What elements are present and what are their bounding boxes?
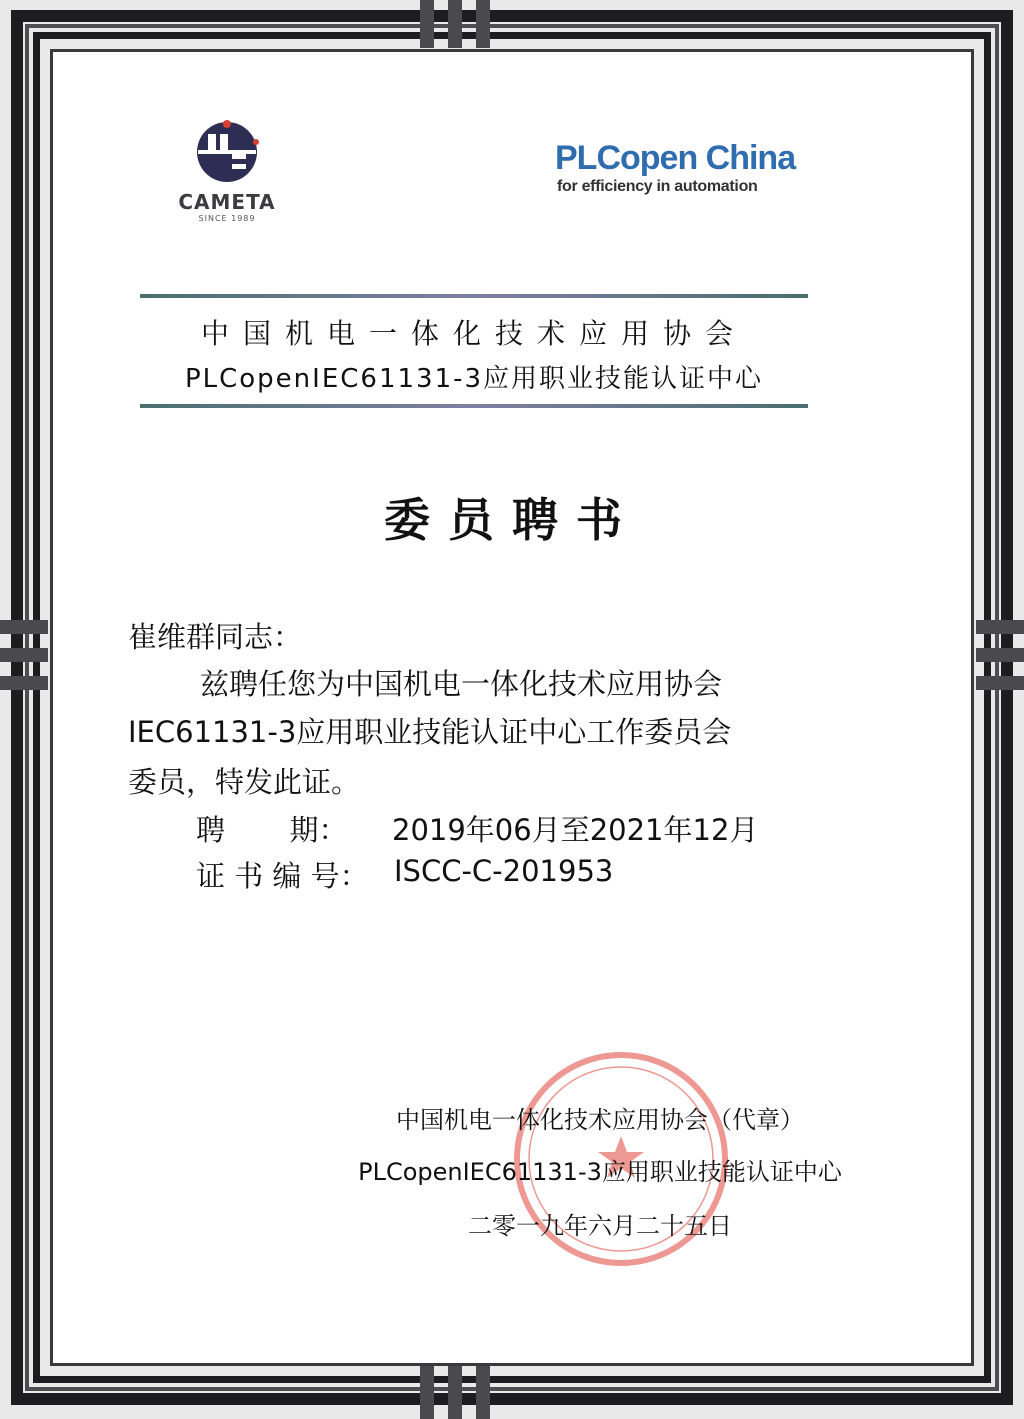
right-ornament: [976, 620, 1024, 690]
signature-date: 二零一九年六月二十五日: [468, 1212, 732, 1240]
certificate-title: 委员聘书: [384, 493, 640, 547]
signature-org: 中国机电一体化技术应用协会（代章）: [396, 1106, 804, 1134]
cert-number-label: 证 书 编 号：: [196, 859, 369, 893]
header-center-line: PLCopenIEC61131-3应用职业技能认证中心: [184, 364, 764, 394]
plcopen-logo-tagline: for efficiency in automation: [557, 178, 758, 195]
cert-number-value: ISCC-C-201953: [394, 854, 614, 888]
signature-center: PLCopenIEC61131-3应用职业技能认证中心: [358, 1158, 842, 1186]
term-value: 2019年06月至2021年12月: [392, 813, 759, 847]
cameta-name: CAMETA: [178, 190, 276, 214]
term-label: 聘 期：: [196, 813, 348, 847]
cameta-since: SINCE 1989: [198, 214, 256, 223]
header-rule-top: [140, 294, 808, 298]
header-org-line: 中国机电一体化技术应用协会: [200, 317, 747, 350]
salutation: 崔维群同志：: [128, 620, 303, 654]
body-line-3: 委员，特发此证。: [128, 765, 361, 799]
bottom-ornament: [420, 1366, 490, 1419]
top-ornament: [420, 0, 490, 48]
cameta-emblem-icon: [168, 118, 286, 190]
header-rule-bottom: [140, 404, 808, 408]
body-line-2: IEC61131-3应用职业技能认证中心工作委员会: [128, 715, 732, 749]
left-ornament: [0, 620, 48, 690]
cameta-logo: [168, 118, 286, 228]
body-line-1: 兹聘任您为中国机电一体化技术应用协会: [200, 667, 723, 701]
plcopen-logo-name: PLCopen China: [555, 139, 796, 177]
